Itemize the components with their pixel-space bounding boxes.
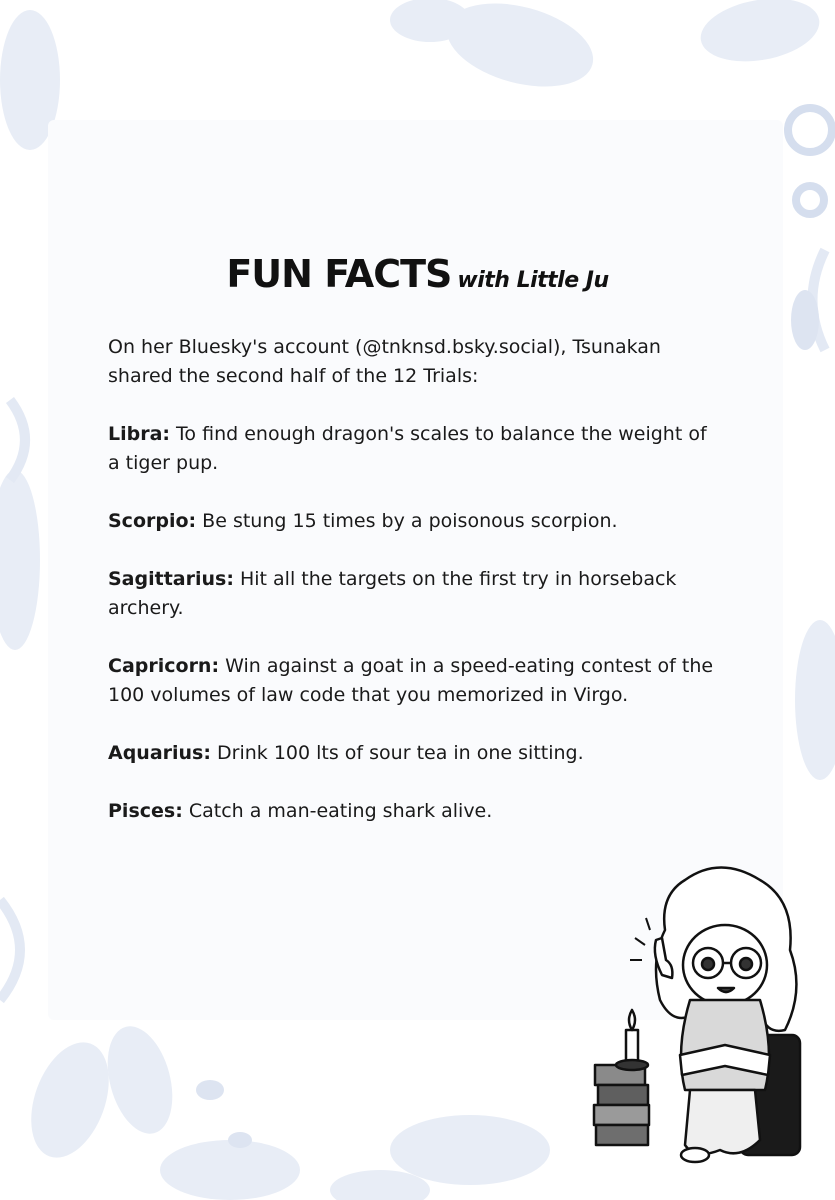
fun-facts-text bbox=[108, 333, 718, 855]
trial-scorpio bbox=[108, 507, 718, 536]
trial-sign: Pisces: bbox=[108, 800, 183, 822]
trial-sign: Scorpio: bbox=[108, 510, 197, 532]
trial-sign: Aquarius: bbox=[108, 742, 211, 764]
trial-sign: Capricorn: bbox=[108, 655, 220, 677]
trial-pisces bbox=[108, 797, 718, 826]
trial-text: To find enough dragon's scales to balance the weight of a tiger pup. bbox=[108, 423, 707, 474]
trial-aquarius bbox=[108, 739, 718, 768]
trial-text: Drink 100 lts of sour tea in one sitting. bbox=[210, 742, 584, 764]
title-sub: with Little Ju bbox=[457, 268, 609, 293]
trial-capricorn bbox=[108, 652, 718, 710]
trial-text: Win against a goat in a speed-eating contest of the 100 volumes of law code that you memorized in Virgo. bbox=[108, 655, 714, 706]
trial-sagittarius bbox=[108, 565, 718, 623]
trial-sign: Libra: bbox=[108, 423, 171, 445]
trial-text: Be stung 15 times by a poisonous scorpion. bbox=[196, 510, 618, 532]
little-ju-illustration bbox=[590, 860, 815, 1170]
title-main: FUN FACTS bbox=[226, 252, 452, 296]
trial-libra bbox=[108, 420, 718, 478]
trial-sign: Sagittarius: bbox=[108, 568, 234, 590]
intro-paragraph: On her Bluesky's account (@tnknsd.bsky.social), Tsunakan shared the second half of the 12 Trials: bbox=[108, 336, 661, 387]
trial-text: Hit all the targets on the first try in horseback archery. bbox=[108, 568, 677, 619]
trial-text: Catch a man-eating shark alive. bbox=[182, 800, 493, 822]
page-title bbox=[0, 252, 835, 296]
